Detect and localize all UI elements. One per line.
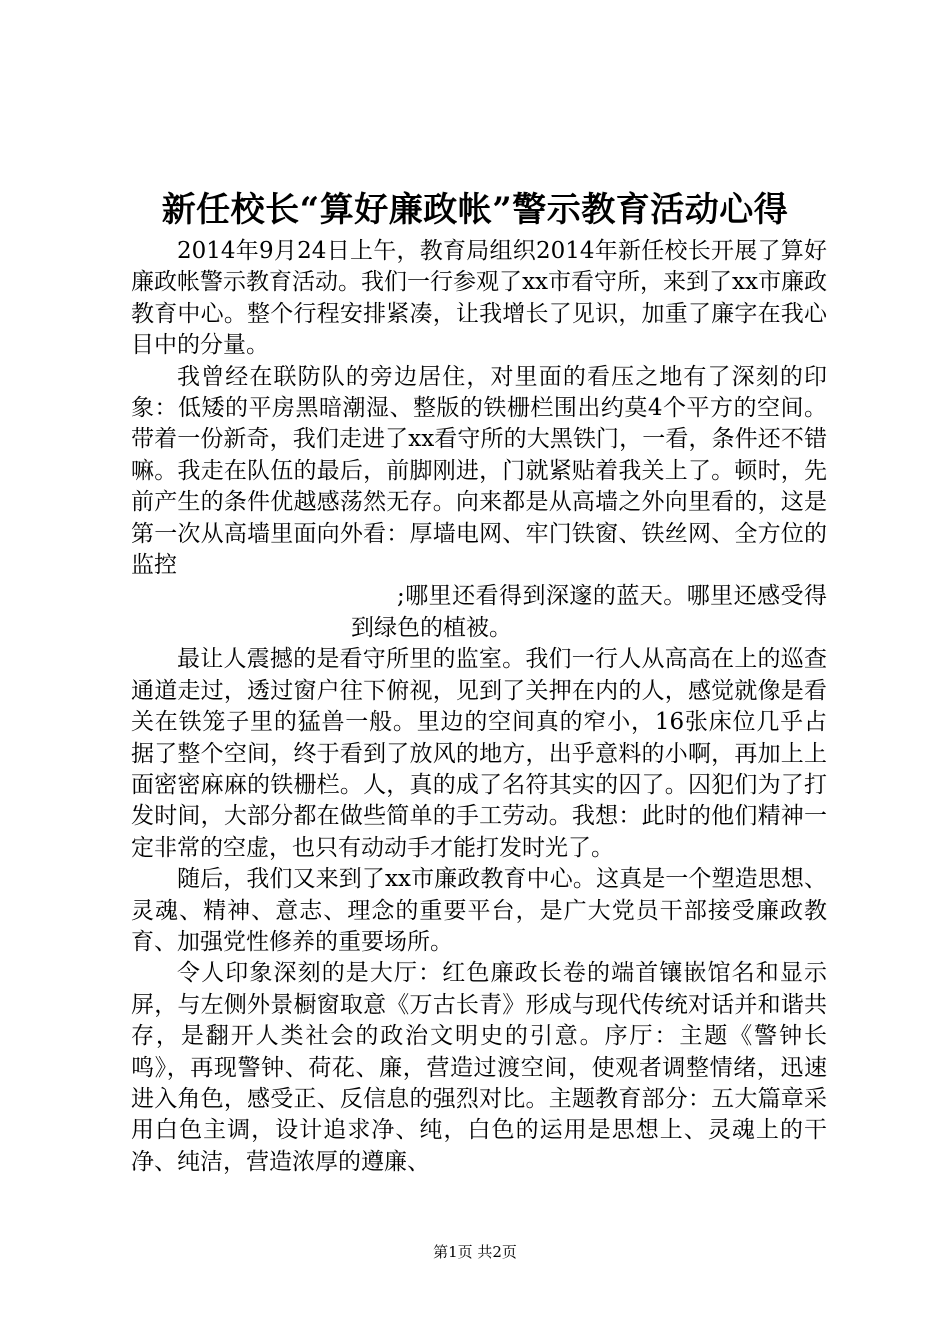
paragraph-4: 随后，我们又来到了xx市廉政教育中心。这真是一个塑造思想、灵魂、精神、意志、理念的重要平台，是广大党员干部接受廉政教育、加强党性修养的重要场所。 [131, 866, 827, 955]
paragraph-2 [131, 362, 827, 645]
document-body [131, 236, 827, 1178]
paragraph-5: 令人印象深刻的是大厅：红色廉政长卷的端首镶嵌馆名和显示屏，与左侧外景橱窗取意《万古长青》形成与现代传统对话并和谐共存，是翻开人类社会的政治文明史的引意。序厅：主题《警钟长鸣》，再现警钟、荷花、廉，营造过渡空间，使观者调整情绪，迅速进入角色，感受正、反信息的强烈对比。主题教育部分：五大篇章采用白色主调，设计追求净、纯，白色的运用是思想上、灵魂上的干净、纯洁，营造浓厚的遵廉、 [131, 960, 827, 1175]
paragraph-2-text: 我曾经在联防队的旁边居住，对里面的看压之地有了深刻的印象：低矮的平房黑暗潮湿、整版的铁栅栏围出约莫4个平方的空间。带着一份新奇，我们走进了xx看守所的大黑铁门，一看，条件还不错嘛。我走在队伍的最后，前脚刚进，门就紧贴着我关上了。顿时，先前产生的条件优越感荡然无存。向来都是从高墙之外向里看的，这是第一次从高墙里面向外看：厚墙电网、牢门铁窗、铁丝网、全方位的监控 [131, 363, 827, 579]
paragraph-2-continuation: ;哪里还看得到深邃的蓝天。哪里还感受得到绿色的植被。 [351, 583, 827, 641]
paragraph-3: 最让人震撼的是看守所里的监室。我们一行人从高高在上的巡查通道走过，透过窗户往下俯视，见到了关押在内的人，感觉就像是看关在铁笼子里的猛兽一般。里边的空间真的窄小，16张床位几乎占据了整个空间，终于看到了放风的地方，出乎意料的小啊，再加上上面密密麻麻的铁栅栏。人，真的成了名符其实的囚了。囚犯们为了打发时间，大部分都在做些简单的手工劳动。我想：此时的他们精神一定非常的空虚，也只有动动手才能打发时光了。 [131, 646, 827, 861]
page-footer: 第1页 共2页 [433, 1243, 517, 1261]
document-title: 新任校长“算好廉政帐”警示教育活动心得 [161, 190, 789, 230]
paragraph-1: 2014年9月24日上午，教育局组织2014年新任校长开展了算好廉政帐警示教育活动。我们一行参观了xx市看守所，来到了xx市廉政教育中心。整个行程安排紧凑，让我增长了见识，加重了廉字在我心目中的分量。 [131, 238, 827, 359]
